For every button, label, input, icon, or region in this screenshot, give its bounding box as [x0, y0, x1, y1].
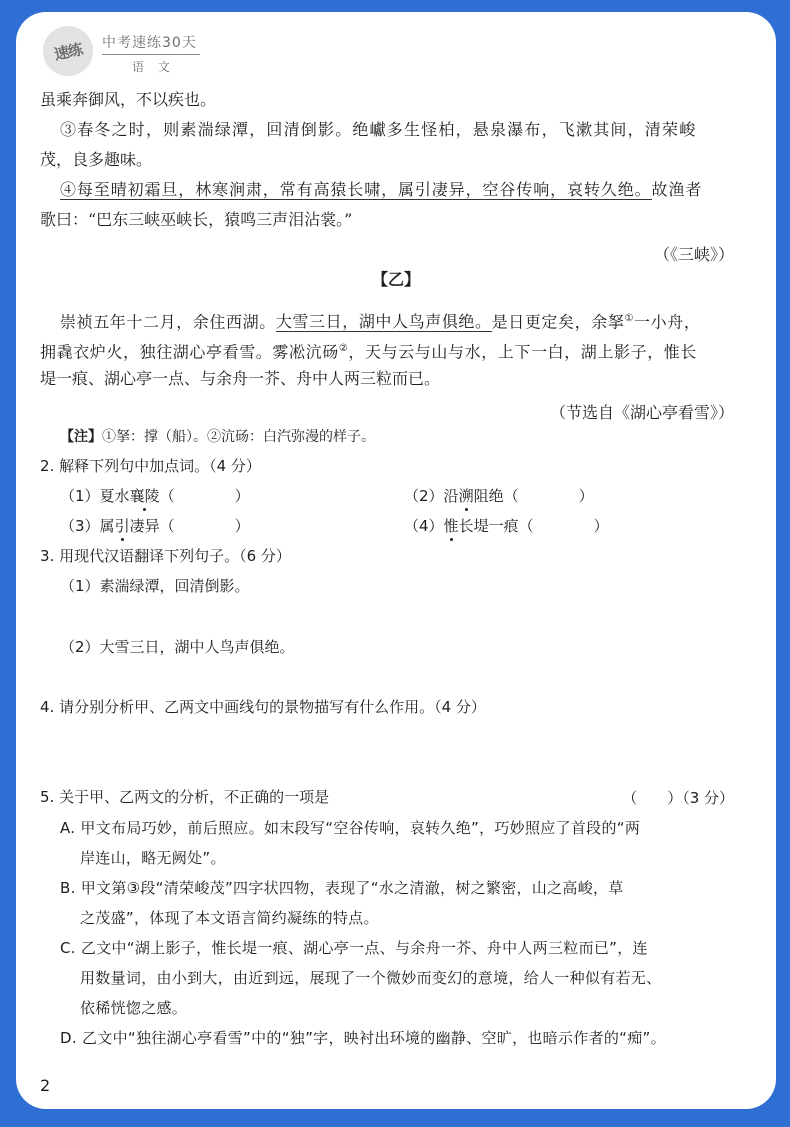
page-number: 2	[40, 1076, 51, 1095]
passage-jia-p3-line1: ③春冬之时，则素湍绿潭，回清倒影。绝巘多生怪柏，悬泉瀑布，飞漱其间，清荣峻	[60, 120, 697, 139]
item-num: （2）	[404, 487, 444, 505]
q5-option-c: C. 乙文中“湖上影子，惟长堤一痕、湖心亭一点、与余舟一芥、舟中人两三粒而已”，连	[60, 939, 648, 957]
footnote-mark-1: ①	[624, 313, 635, 324]
q2-stem: 2. 解释下列句中加点词。（4 分）	[40, 457, 261, 475]
note-label: 【注】	[60, 429, 102, 445]
passage-yi-line1	[60, 309, 700, 332]
q3-stem: 3. 用现代汉语翻译下列句子。（6 分）	[40, 547, 291, 565]
annotation-note	[60, 427, 375, 447]
dotted-word: 溯	[458, 487, 474, 505]
answer-blank[interactable]: （ ）	[159, 517, 250, 535]
item-pre: 沿	[443, 487, 459, 505]
item-pre: 属	[99, 517, 115, 535]
q3-sentence-2: （2）大雪三日，湖中人鸟声俱绝。	[60, 638, 295, 656]
dotted-word: 襄陵	[129, 487, 160, 505]
yi-l2-a: 拥毳衣炉火，独往湖心亭看雪。雾凇沆砀	[40, 342, 339, 362]
q5-answer-blank[interactable]: （ ）（3 分）	[622, 789, 734, 807]
q5-stem: 5. 关于甲、乙两文的分析，不正确的一项是	[40, 788, 330, 806]
yi-l2-b: ，天与云与山与水，上下一白，湖上影子，惟长	[348, 342, 697, 362]
q5-option-a-cont: 岸连山，略无阙处”。	[80, 849, 226, 867]
book-title: 中考速练30天	[102, 35, 197, 51]
q4-stem: 4. 请分别分析甲、乙两文中画线句的景物描写有什么作用。（4 分）	[40, 698, 486, 716]
passage-yi-heading: 【乙】	[371, 270, 420, 289]
q2-item-4	[404, 516, 609, 536]
q2-item-1	[60, 486, 250, 506]
header-divider	[102, 54, 200, 55]
answer-blank[interactable]: （ ）	[159, 487, 250, 505]
item-post: 长堤一痕	[458, 517, 519, 535]
subject-label: 语 文	[132, 60, 175, 74]
brand-logo: 速练	[38, 21, 97, 80]
q5-option-d: D. 乙文中“独往湖心亭看雪”中的“独”字，映衬出环境的幽静、空旷，也暗示作者的“痴”。	[60, 1029, 666, 1047]
page-sheet	[16, 12, 776, 1109]
item-num: （1）	[60, 487, 100, 505]
passage-jia-p3-line2: 茂，良多趣味。	[40, 150, 153, 169]
dotted-word: 引	[114, 517, 130, 535]
p4-rest: 故渔者	[651, 180, 703, 199]
passage-yi-line2	[40, 339, 697, 362]
source-yi: （节选自《湖心亭看雪》）	[549, 403, 734, 422]
footnote-mark-2: ②	[338, 343, 349, 354]
q5-option-b: B. 甲文第③段“清荣峻茂”四字状四物，表现了“水之清澈，树之繁密，山之高峻，草	[60, 879, 624, 897]
item-num: （4）	[404, 517, 444, 535]
yi-l1-b: 是日更定矣，余拏	[491, 312, 625, 332]
passage-yi-line3: 堤一痕、湖心亭一点、与余舟一芥、舟中人两三粒而已。	[40, 369, 441, 388]
q2-item-3	[60, 516, 250, 536]
yi-l1-a: 崇祯五年十二月，余住西湖。	[60, 312, 276, 332]
q5-option-b-cont: 之茂盛”，体现了本文语言简约凝练的特点。	[80, 909, 379, 927]
q5-option-c-cont2: 依稀恍惚之感。	[80, 999, 188, 1017]
q5-option-c-cont1: 用数量词，由小到大，由近到远，展现了一个微妙而变幻的意境，给人一种似有若无、	[80, 969, 662, 987]
item-post: 阻绝	[473, 487, 504, 505]
note-text: ①拏：撑（船）。②沆砀：白汽弥漫的样子。	[102, 429, 375, 445]
answer-blank[interactable]: （ ）	[503, 487, 594, 505]
q2-item-2	[404, 486, 594, 506]
underlined-sentence-jia: ④每至晴初霜旦，林寒涧肃，常有高猿长啸，属引凄异，空谷传响，哀转久绝。	[60, 180, 652, 199]
passage-jia-line0: 虽乘奔御风，不以疾也。	[40, 90, 217, 109]
q3-sentence-1: （1）素湍绿潭，回清倒影。	[60, 577, 250, 595]
source-jia: （《三峡》）	[653, 245, 734, 264]
answer-blank[interactable]: （ ）	[518, 517, 609, 535]
underlined-sentence-yi: 大雪三日，湖中人鸟声俱绝。	[275, 312, 492, 332]
dotted-word: 惟	[443, 517, 459, 535]
passage-jia-p4-line2: 歌曰：“巴东三峡巫峡长，猿鸣三声泪沾裳。”	[40, 210, 353, 229]
item-post: 凄异	[129, 517, 160, 535]
q5-option-a: A. 甲文布局巧妙，前后照应。如末段写“空谷传响，哀转久绝”，巧妙照应了首段的“两	[60, 819, 641, 837]
passage-jia-p4-line1	[60, 180, 702, 200]
yi-l1-c: 一小舟，	[634, 312, 701, 332]
item-num: （3）	[60, 517, 100, 535]
item-pre: 夏水	[99, 487, 130, 505]
